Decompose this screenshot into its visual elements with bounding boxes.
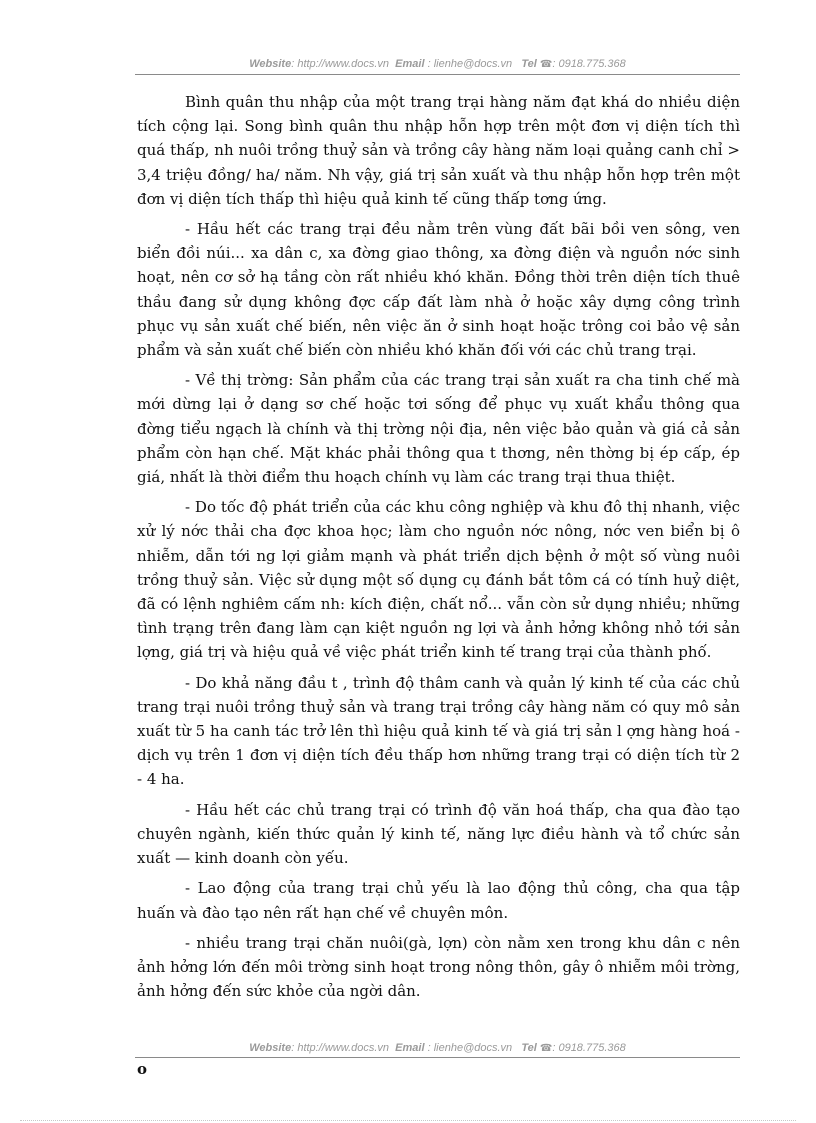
paragraph: - Hầu hết các chủ trang trại có trình độ văn hoá thấp, cha qua đào tạo chuyên ngành, kiến thức quản lý kinh tế, năng lực điều hành và tổ chức sản xuất — kinh doanh còn yếu. bbox=[137, 800, 740, 868]
footer-tel-value: : 0918.775.368 bbox=[552, 1042, 626, 1054]
footer-website-label: Website bbox=[249, 1042, 292, 1054]
phone-icon: ☎ bbox=[539, 59, 553, 70]
paragraph: - Lao động của trang trại chủ yếu là lao động thủ công, cha qua tập huấn và đào tạo nên rất hạn chế về chuyên môn. bbox=[137, 879, 740, 922]
header-website-label: Website bbox=[249, 58, 292, 70]
page-footer bbox=[135, 1042, 740, 1054]
footer-website-value: : http://www.docs.vn bbox=[291, 1042, 390, 1054]
paragraph: - Về thị trờng: Sản phẩm của các trang trại sản xuất ra cha tinh chế mà mới dừng lại ở dạng sơ chế hoặc tơi sống để phục vụ xuất khẩu thông qua đờng tiểu ngạch là chính và thị trờng nội địa, nên việc bảo quản và giá cả sản phẩm còn hạn chế. Mặt khác phải thông qua t thơng, nên thờng bị ép cấp, ép giá, nhất là thời điểm thu hoạch chính vụ làm các trang trại thua thiệt. bbox=[137, 371, 740, 487]
paragraph: - Do khả năng đầu t , trình độ thâm canh và quản lý kinh tế của các chủ trang trại nuôi trồng thuỷ sản và trang trại trồng cây hàng năm có quy mô sản xuất từ 5 ha canh tác trở lên thì hiệu quả kinh tế và giá trị sản l ợng hàng hoá - dịch vụ trên 1 đơn vị diện tích đều thấp hơn những trang trại có diện tích từ 2 - 4 ha. bbox=[137, 673, 740, 789]
footer-email-value: : lienhe@docs.vn bbox=[427, 1042, 513, 1054]
paragraph: Bình quân thu nhập của một trang trại hàng năm đạt khá do nhiều diện tích cộng lại. Song bình quân thu nhập hỗn hợp trên một đơn vị diện tích thì quá thấp, nh nuôi trồng thuỷ sản và trồng cây hàng năm loại quảng canh chỉ > 3,4 triệu đồng/ ha/ năm. Nh vậy, giá trị sản xuất và thu nhập hỗn hợp trên một đơn vị diện tích thấp thì hiệu quả kinh tế cũng thấp tơng ứng. bbox=[137, 93, 740, 208]
footer-email-label: Email bbox=[395, 1042, 425, 1054]
page-bottom-divider bbox=[20, 1120, 796, 1121]
footer-rule bbox=[135, 1057, 740, 1058]
page-header bbox=[135, 58, 740, 70]
header-website-value: : http://www.docs.vn bbox=[291, 58, 390, 70]
header-email-value: : lienhe@docs.vn bbox=[427, 58, 513, 70]
phone-icon: ☎ bbox=[539, 1043, 553, 1054]
document-body bbox=[137, 90, 740, 1009]
header-tel-value: : 0918.775.368 bbox=[552, 58, 626, 70]
header-email-label: Email bbox=[395, 58, 425, 70]
header-rule bbox=[135, 74, 740, 75]
paragraph: - Hầu hết các trang trại đều nằm trên vùng đất bãi bồi ven sông, ven biển đồi núi... xa dân c, xa đờng giao thông, xa đờng điện và nguồn nớc sinh hoạt, nên cơ sở hạ tầng còn rất nhiều khó khăn. Đồng thời trên diện tích thuê thầu đang sử dụng không đợc cấp đất làm nhà ở hoặc xây dựng công trình phục vụ sản xuất chế biến, nên việc ăn ở sinh hoạt hoặc trông coi bảo vệ sản phẩm và sản xuất chế biến còn nhiều khó khăn đối với các chủ trang trại. bbox=[137, 220, 740, 360]
paragraph: - Do tốc độ phát triển của các khu công nghiệp và khu đô thị nhanh, việc xử lý nớc thải cha đợc khoa học; làm cho nguồn nớc nông, nớc ven biển bị ô nhiễm, dẫn tới ng lợi giảm mạnh và phát triển dịch bệnh ở một số vùng nuôi trồng thuỷ sản. Việc sử dụng một số dụng cụ đánh bắt tôm cá có tính huỷ diệt, đã có lệnh nghiêm cấm nh: kích điện, chất nổ... vẫn còn sử dụng nhiều; những tình trạng trên đang làm cạn kiệt nguồn ng lợi và ảnh hởng không nhỏ tới sản lợng, giá trị và hiệu quả về việc phát triển kinh tế trang trại của thành phố. bbox=[137, 498, 740, 662]
footer-tel-label: Tel bbox=[521, 1042, 537, 1054]
header-tel-label: Tel bbox=[521, 58, 537, 70]
paragraph: - nhiều trang trại chăn nuôi(gà, lợn) còn nằm xen trong khu dân c nên ảnh hởng lớn đến môi trờng sinh hoạt trong nông thôn, gây ô nhiễm môi trờng, ảnh hởng đến sức khỏe của ngời dân. bbox=[137, 933, 740, 1001]
page-number: o bbox=[137, 1060, 148, 1078]
